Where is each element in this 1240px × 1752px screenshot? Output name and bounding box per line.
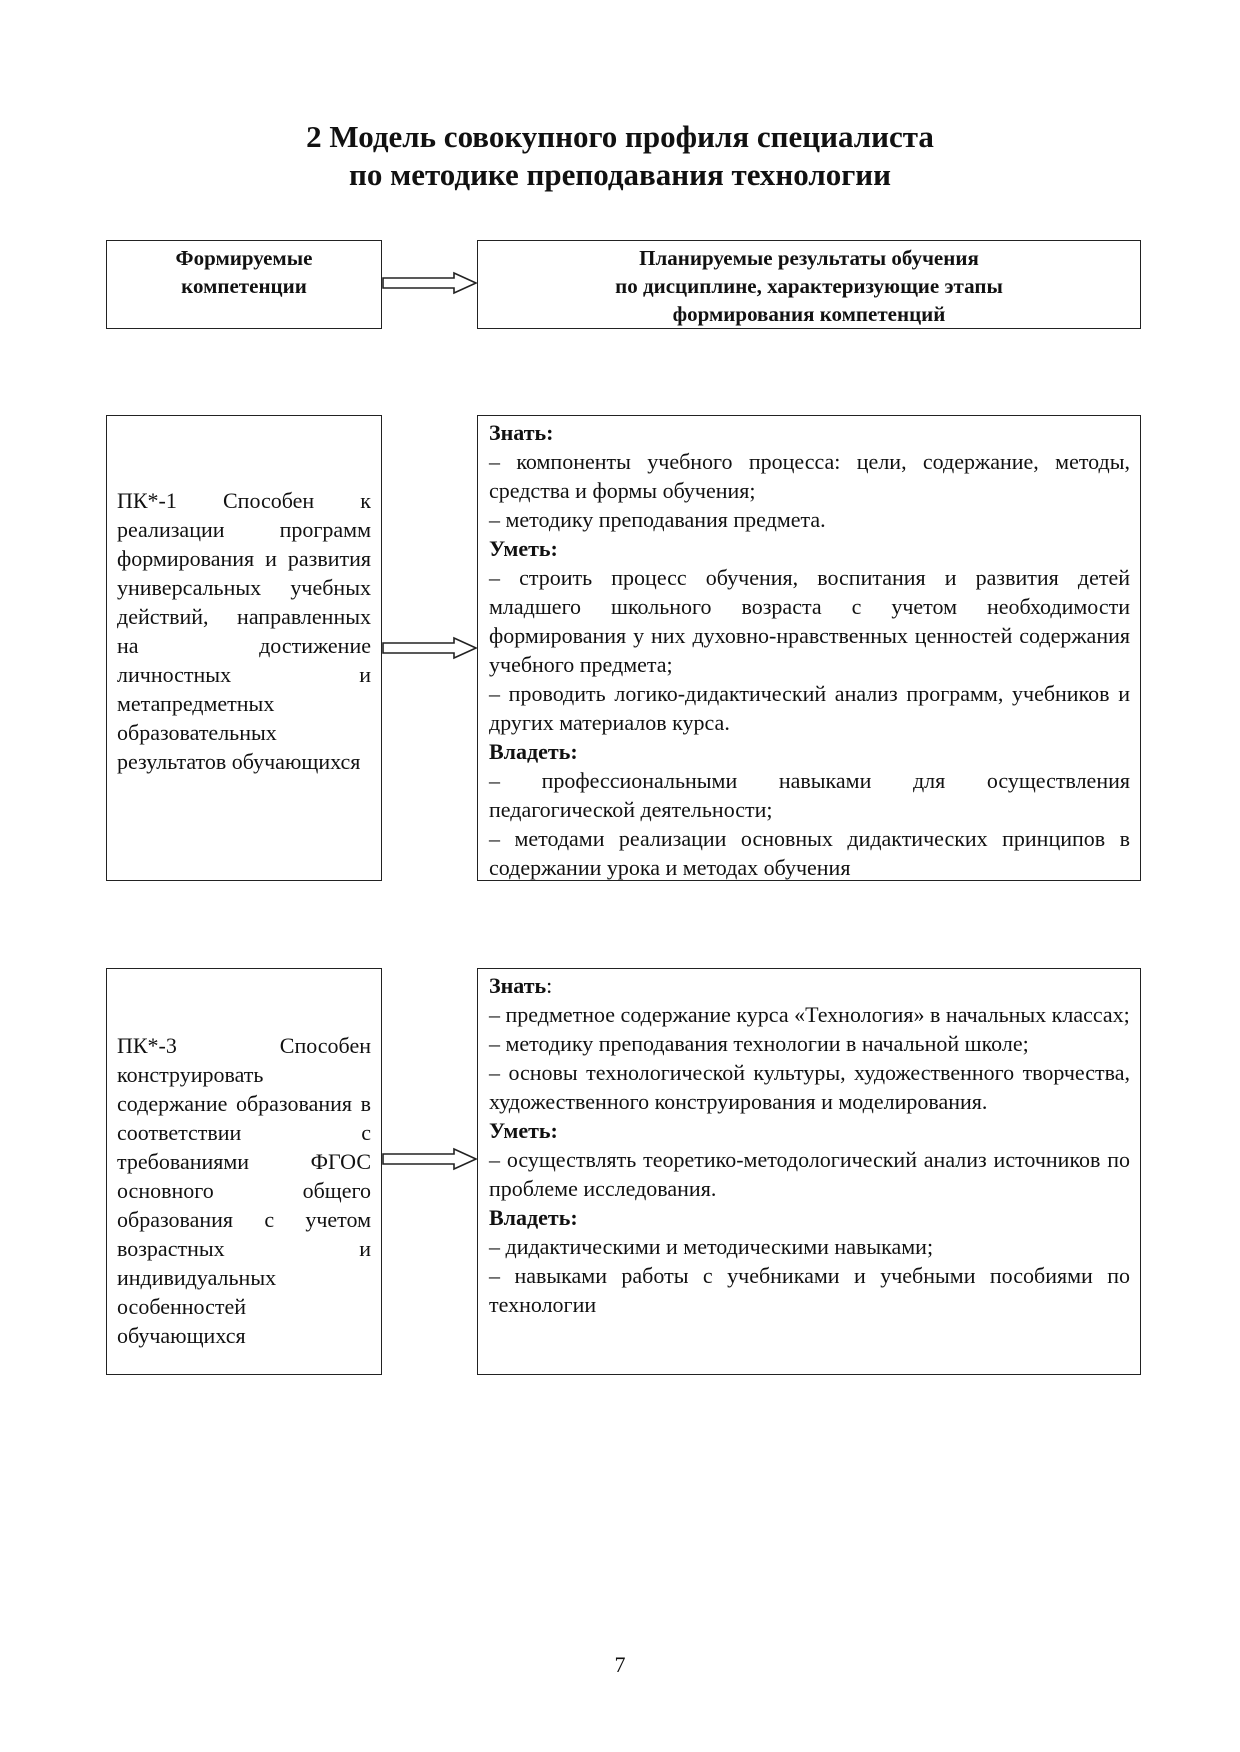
- know-item: – предметное содержание курса «Технология» в начальных классах;: [489, 1002, 1130, 1027]
- can-item: – проводить логико-дидактический анализ программ, учебников и других материалов курса.: [489, 681, 1130, 735]
- own-item: – навыками работы с учебниками и учебными пособиями по технологии: [489, 1263, 1130, 1317]
- know-item: – методику преподавания предмета.: [489, 507, 826, 532]
- header-results-line-1: Планируемые результаты обучения: [639, 246, 979, 270]
- know-item: – основы технологической культуры, художественного творчества, художественного конструирования и моделирования.: [489, 1060, 1130, 1114]
- can-item: – осуществлять теоретико-методологический анализ источников по проблеме исследования.: [489, 1147, 1130, 1201]
- header-competences-box: [106, 240, 382, 329]
- competence-text: ПК*-1 Способен к реализации программ формирования и развития универсальных учебных действий, направленных на достижение личностных и метапредметных образовательных результатов обучающихся: [117, 488, 371, 774]
- can-label: Уметь:: [489, 1118, 558, 1143]
- can-item: – строить процесс обучения, воспитания и развития детей младшего школьного возраста с учетом необходимости формирования у них духовно-нравственных ценностей содержания учебного предмета;: [489, 565, 1130, 677]
- know-item: – компоненты учебного процесса: цели, содержание, методы, средства и формы обучения;: [489, 449, 1130, 503]
- header-competences-line-2: компетенции: [181, 274, 307, 298]
- header-results-line-2: по дисциплине, характеризующие этапы: [615, 274, 1003, 298]
- page-number: 7: [614, 1652, 626, 1677]
- arrow-pk1-icon: [382, 636, 478, 660]
- header-results-box: [477, 240, 1141, 329]
- know-item: – методику преподавания технологии в начальной школе;: [489, 1031, 1029, 1056]
- own-label: Владеть:: [489, 739, 578, 764]
- know-label: Знать: [489, 973, 547, 998]
- page-title-line-2: по методике преподавания технологии: [348, 157, 892, 192]
- competence-box-pk3: [106, 968, 382, 1375]
- arrow-pk3-icon: [382, 1147, 478, 1171]
- own-label: Владеть:: [489, 1205, 578, 1230]
- competence-text: ПК*-3 Способен конструировать содержание образования в соответствии с требованиями ФГОС основного общего образования с учетом возрастных и индивидуальных особенностей обучающихся: [117, 1033, 371, 1348]
- results-box-pk1: [477, 415, 1141, 881]
- know-label: Знать:: [489, 420, 554, 445]
- page-title-line-1: 2 Модель совокупного профиля специалиста: [306, 119, 934, 154]
- know-colon: :: [546, 973, 553, 998]
- header-competences-line-1: Формируемые: [175, 246, 313, 270]
- competence-box-pk1: [106, 415, 382, 881]
- own-item: – профессиональными навыками для осуществления педагогической деятельности;: [489, 768, 1130, 822]
- page-title: [0, 118, 1240, 194]
- header-results-line-3: формирования компетенций: [672, 302, 946, 326]
- own-item: – методами реализации основных дидактических принципов в содержании урока и методах обучения: [489, 826, 1130, 880]
- results-box-pk3: [477, 968, 1141, 1375]
- header-arrow-icon: [382, 271, 478, 295]
- know-heading: [489, 971, 1130, 1000]
- can-label: Уметь:: [489, 536, 558, 561]
- own-item: – дидактическими и методическими навыками;: [489, 1234, 934, 1259]
